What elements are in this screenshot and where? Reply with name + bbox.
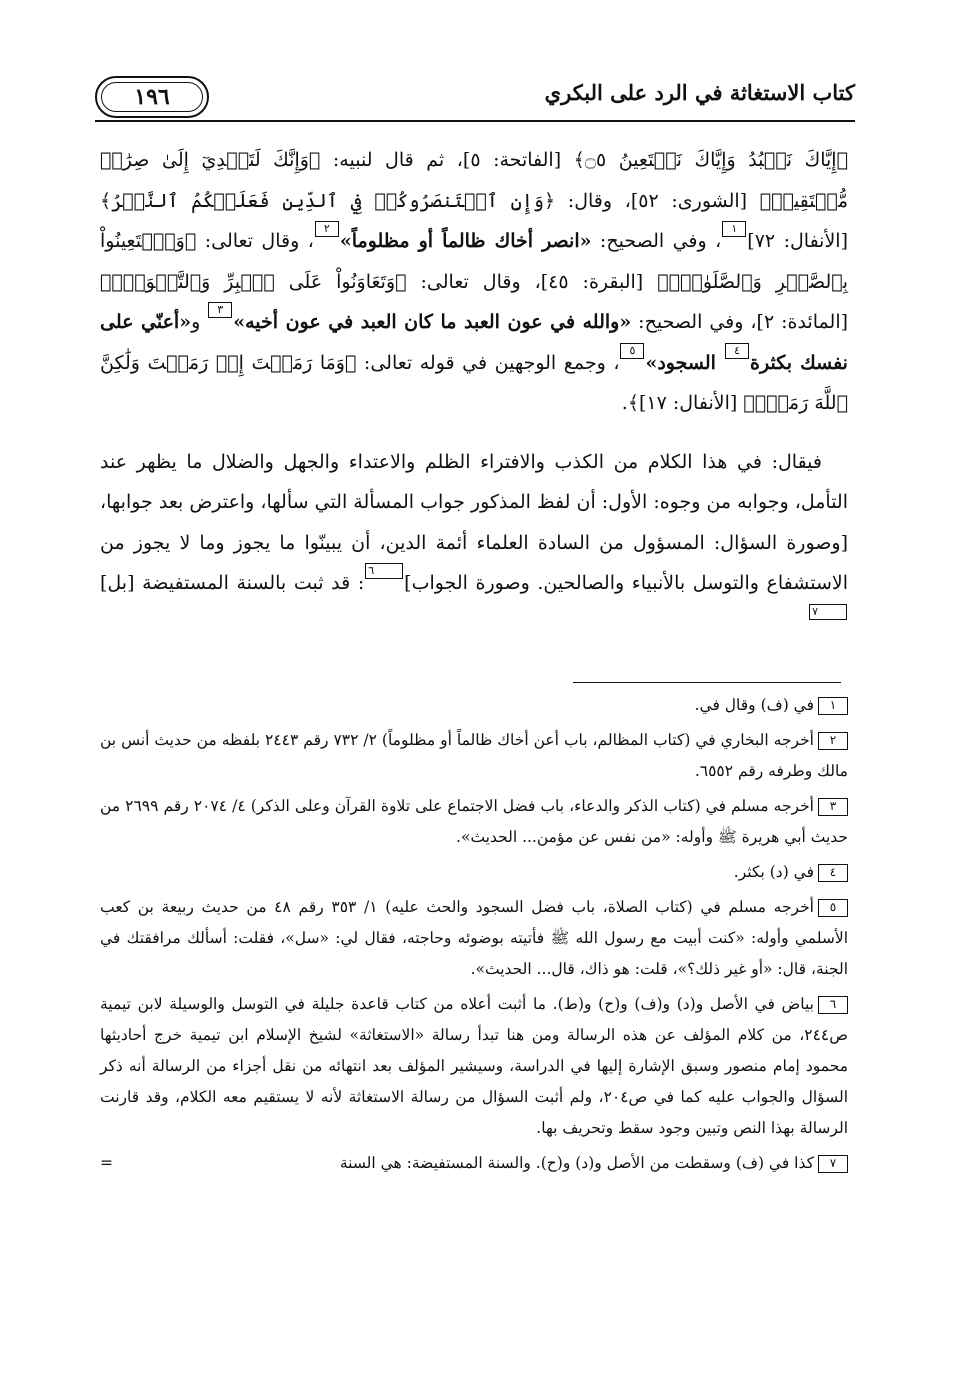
- footnote-2: [100, 725, 848, 787]
- footnote-number: ٦: [818, 996, 848, 1014]
- quran-verse: ﴿وَإِنِ ٱسۡتَنصَرُوكُمۡ فِي ٱلدِّينِ فَعَلَيۡكُمُ ٱلنَّصۡرُ﴾: [100, 189, 556, 212]
- text-span: ، وجمع الوجهين في قوله تعالى:: [356, 351, 620, 374]
- page-number-badge: ١٩٦: [95, 76, 209, 118]
- footnote-text: بياض في الأصل و(د) و(ف) و(ح) و(ط). ما أثبت أعلاه من كتاب قاعدة جليلة في التوسل والوسيلة لابن تيمية ص٢٤٤، من كلام المؤلف عن هذه الرسالة ومن هنا تبدأ رسالة «الاستغاثة» لشيخ الإسلام ابن تيمية خرج أحاديثها محمود إمام منصور وسبق الإشارة إليها في الدراسة، وسيشير المؤلف بعد انتهائه من نقل أجزاء من الرسالة أنه ذكر السؤال والجواب عليه كما في ص٢٠٤، ولم أثبت السؤال من رسالة الاستغاثة لأنه لا يستقيم معه الكلام، وقد قارنت الرسالة بهذا النص وتبين وجود سقط وتحريف بها.: [100, 995, 848, 1137]
- text-span: [الفاتحة: ٥]، ثم قال لنبيه:: [320, 149, 574, 171]
- quran-verse: ﴿إِيَّاكَ نَعۡبُدُ وَإِيَّاكَ نَسۡتَعِينُ ۝٥﴾: [573, 149, 848, 171]
- footnote-1: [100, 690, 848, 721]
- text-span: [الأنفال: ١٧]﴾.: [621, 392, 744, 414]
- quran-verse: ﴿وَٱسۡتَعِينُواْ بِٱلصَّبۡرِ وَٱلصَّلَوٰةِۚ﴾: [100, 230, 848, 293]
- text-span: ، وفي الصحيح:: [591, 230, 722, 252]
- page-header: [95, 70, 855, 126]
- text-span: [الشورى: ٥٢]، وقال:: [555, 189, 760, 212]
- hadith-quote: السجود»: [645, 351, 725, 374]
- text-span: [المائدة: ٢]، وفي الصحيح:: [631, 311, 849, 333]
- text-span: و: [191, 311, 208, 333]
- footnote-number: ٣: [818, 798, 848, 816]
- quran-verse: ﴿وَمَا رَمَيۡتَ إِذۡ رَمَيۡتَ وَلَٰكِنَّ ٱللَّهَ رَمَىٰۚ﴾: [100, 351, 848, 414]
- footnote-7: [100, 1148, 848, 1179]
- footnote-4: [100, 857, 848, 888]
- footnote-number: ١: [818, 697, 848, 715]
- header-rule: [95, 120, 855, 122]
- footnote-ref-1[interactable]: ١: [722, 221, 746, 237]
- main-text: [100, 140, 848, 644]
- hadith-quote: «أعنّي على نفسك بكثرة: [100, 311, 848, 374]
- footnote-number: ٥: [818, 899, 848, 917]
- footnote-ref-6[interactable]: ٦: [365, 563, 403, 579]
- footnote-ref-5[interactable]: ٥: [620, 343, 644, 359]
- quran-verse: ﴿وَإِنَّكَ لَتَهۡدِيٓ إِلَىٰ صِرَٰطٖ مُّسۡتَقِيمٖ﴾: [100, 149, 848, 212]
- footnote-text: في (ف) وقال في.: [694, 696, 814, 714]
- text-span: [الأنفال: ٧٢]: [747, 230, 848, 252]
- text-span: ، وقال تعالى:: [196, 230, 314, 252]
- footnote-number: ٧: [818, 1155, 848, 1173]
- footnote-number: ٢: [818, 732, 848, 750]
- footnote-ref-3[interactable]: ٣: [208, 302, 232, 318]
- footnote-5: [100, 892, 848, 985]
- footnote-text: كذا في (ف) وسقطت من الأصل و(د) و(ح). والسنة المستفيضة: هي السنة: [339, 1154, 814, 1172]
- text-span: [البقرة: ٤٥]، وقال تعالى:: [406, 270, 658, 293]
- footnote-3: [100, 791, 848, 853]
- hadith-quote: «انصر أخاك ظالماً أو مظلوماً»: [339, 230, 592, 252]
- footnote-separator: [573, 682, 841, 683]
- footnote-ref-2[interactable]: ٢: [315, 221, 339, 237]
- quran-verse: ﴿وَتَعَاوَنُواْ عَلَى ٱلۡبِرِّ وَٱلتَّقۡوَىٰۖ﴾: [100, 270, 407, 293]
- footnote-text: في (د) بكثر.: [733, 863, 814, 881]
- footnote-ref-7[interactable]: ٧: [809, 604, 847, 620]
- footnote-6: [100, 989, 848, 1144]
- footnote-text: أخرجه البخاري في (كتاب المظالم، باب أعن أخاك ظالماً أو مظلوماً) ٢/ ٧٣٢ رقم ٢٤٤٣ بلفظه من حديث أنس بن مالك وطرفه رقم ٦٥٥٢.: [100, 731, 848, 780]
- continuation-mark: =: [100, 1154, 113, 1172]
- footnote-number: ٤: [818, 864, 848, 882]
- footnotes: [100, 690, 848, 1183]
- paragraph-1: [100, 140, 848, 424]
- footnote-ref-4[interactable]: ٤: [725, 343, 749, 359]
- text-span: فيقال: في هذا الكلام من الكذب والافتراء الظلم والاعتداء والجهل والضلال ما يظهر عند التأمل، وجوابه من وجوه: الأول: أن لفظ المذكور جواب المسألة التي سألها، واعترض بعد جوابها، [وصورة السؤال: المسؤول من السادة العلماء أئمة الدين، أن يبينّوا ما يجوز وما لا يجوز من الاستشفاع والتوسل بالأنبياء والصالحين. وصورة الجواب]: [100, 450, 848, 594]
- footnote-text: أخرجه مسلم في (كتاب الذكر والدعاء، باب فضل الاجتماع على تلاوة القرآن وعلى الذكر) ٤/ ٢٠٧٤ رقم ٢٦٩٩ من حديث أبي هريرة ﷺ وأوله: «من نفس عن مؤمن... الحديث».: [100, 797, 848, 846]
- text-span: : قد ثبت بالسنة المستفيضة [بل]: [100, 572, 365, 594]
- book-title: كتاب الاستغاثة في الرد على البكري: [544, 80, 855, 105]
- paragraph-2: [100, 442, 848, 645]
- footnote-text: أخرجه مسلم في (كتاب الصلاة، باب فضل السجود والحث عليه) ١/ ٣٥٣ رقم ٤٨ من حديث ربيعة بن كعب الأسلمي وأوله: «كنت أبيت مع رسول الله ﷺ فأتيته بوضوئه وحاجته، فقال لي: «سل»، فقلت: أسألك مرافقتك في الجنة، قال: «أو غير ذلك؟»، قلت: هو ذاك، قال... الحديث».: [100, 898, 848, 978]
- hadith-quote: «والله في عون العبد ما كان العبد في عون أخيه»: [233, 311, 632, 333]
